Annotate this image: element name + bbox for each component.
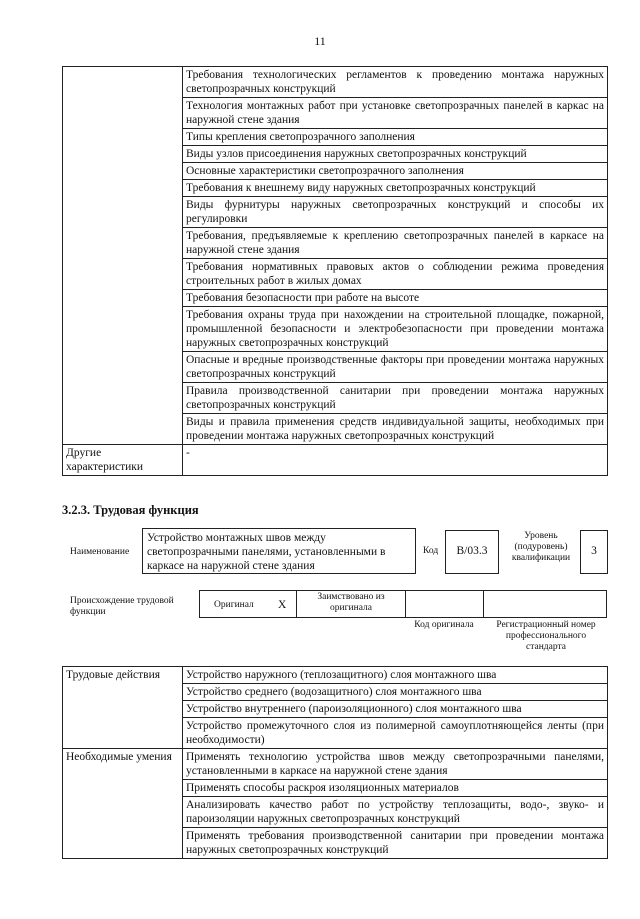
table-row: Правила производственной санитарии при проведении монтажа наружных светопрозрачных конструкций	[183, 383, 608, 414]
borrowed-label: Заимствовано из оригинала	[317, 592, 385, 613]
table-row: Требования безопасности при работе на высоте	[183, 290, 608, 307]
table-row: Требования нормативных правовых актов о соблюдении режима проведения строительных работ в жилых домах	[183, 259, 608, 290]
divider	[296, 590, 297, 618]
function-code: В/03.3	[445, 530, 499, 574]
table-row: Требования к внешнему виду наружных светопрозрачных конструкций	[183, 180, 608, 197]
level-label: Уровень (подуровень) квалификации	[511, 531, 571, 563]
table-row: Технология монтажных работ при установке светопрозрачных панелей в каркас на наружной стене здания	[183, 98, 608, 129]
original-label: Оригинал	[214, 600, 254, 610]
table-row: Основные характеристики светопрозрачного заполнения	[183, 163, 608, 180]
section-title: 3.2.3. Трудовая функция	[62, 503, 199, 517]
actions-label: Трудовые действия	[63, 667, 183, 749]
other-characteristics-label: Другие характеристики	[63, 445, 183, 476]
actions-skills-table	[62, 666, 608, 859]
qualification-level: 3	[580, 530, 608, 574]
table-row: Применять способы раскроя изоляционных материалов	[183, 780, 608, 797]
reg-caption: Регистрационный номер профессионального стандарта	[496, 620, 596, 652]
code-caption: Код оригинала	[414, 620, 474, 630]
table-row: Применять технологию устройства швов между светопрозрачными панелями, установленными в каркасе на наружной стене здания	[183, 749, 608, 780]
table-row: Анализировать качество работ по устройству теплозащиты, водо-, звуко- и пароизоляции наружных светопрозрачных конструкций	[183, 797, 608, 828]
table-row: Виды узлов присоединения наружных светопрозрачных конструкций	[183, 146, 608, 163]
table-row: Устройство наружного (теплозащитного) слоя монтажного шва	[183, 667, 608, 684]
empty-label-cell	[63, 67, 183, 445]
table-row: Опасные и вредные производственные факторы при проведении монтажа наружных светопрозрачных конструкций	[183, 352, 608, 383]
table-row: Требования, предъявляемые к креплению светопрозрачных панелей в каркасе на наружной стене здания	[183, 228, 608, 259]
table-row: Устройство среднего (водозащитного) слоя монтажного шва	[183, 684, 608, 701]
table-row: Виды фурнитуры наружных светопрозрачных конструкций и способы их регулировки	[183, 197, 608, 228]
knowledge-table	[62, 66, 608, 476]
table-row: Устройство промежуточного слоя из полимерной самоуплотняющейся ленты (при необходимости)	[183, 718, 608, 749]
table-row: Применять требования производственной санитарии при проведении монтажа наружных светопрозрачных конструкций	[183, 828, 608, 859]
skills-label: Необходимые умения	[63, 749, 183, 859]
table-row: Устройство внутреннего (пароизоляционного) слоя монтажного шва	[183, 701, 608, 718]
table-row: Виды и правила применения средств индивидуальной защиты, необходимых при проведении монтажа наружных светопрозрачных конструкций	[183, 414, 608, 445]
other-characteristics-value: -	[183, 445, 608, 476]
origin-box	[199, 590, 607, 618]
divider	[483, 590, 484, 618]
function-name: Устройство монтажных швов между светопрозрачными панелями, установленными в каркасе на наружной стене здания	[142, 528, 416, 574]
original-mark: Х	[278, 599, 287, 611]
divider	[405, 590, 406, 618]
table-row: Типы крепления светопрозрачного заполнения	[183, 129, 608, 146]
page-number: 11	[314, 34, 326, 48]
code-label: Код	[423, 546, 439, 556]
table-row: Требования технологических регламентов к проведению монтажа наружных светопрозрачных конструкций	[183, 67, 608, 98]
name-label: Наименование	[70, 547, 130, 557]
origin-label: Происхождение трудовой функции	[70, 596, 174, 617]
table-row: Требования охраны труда при нахождении на строительной площадке, пожарной, промышленной безопасности и электробезопасности при проведении монтажа наружных светопрозрачных конструкций	[183, 307, 608, 352]
